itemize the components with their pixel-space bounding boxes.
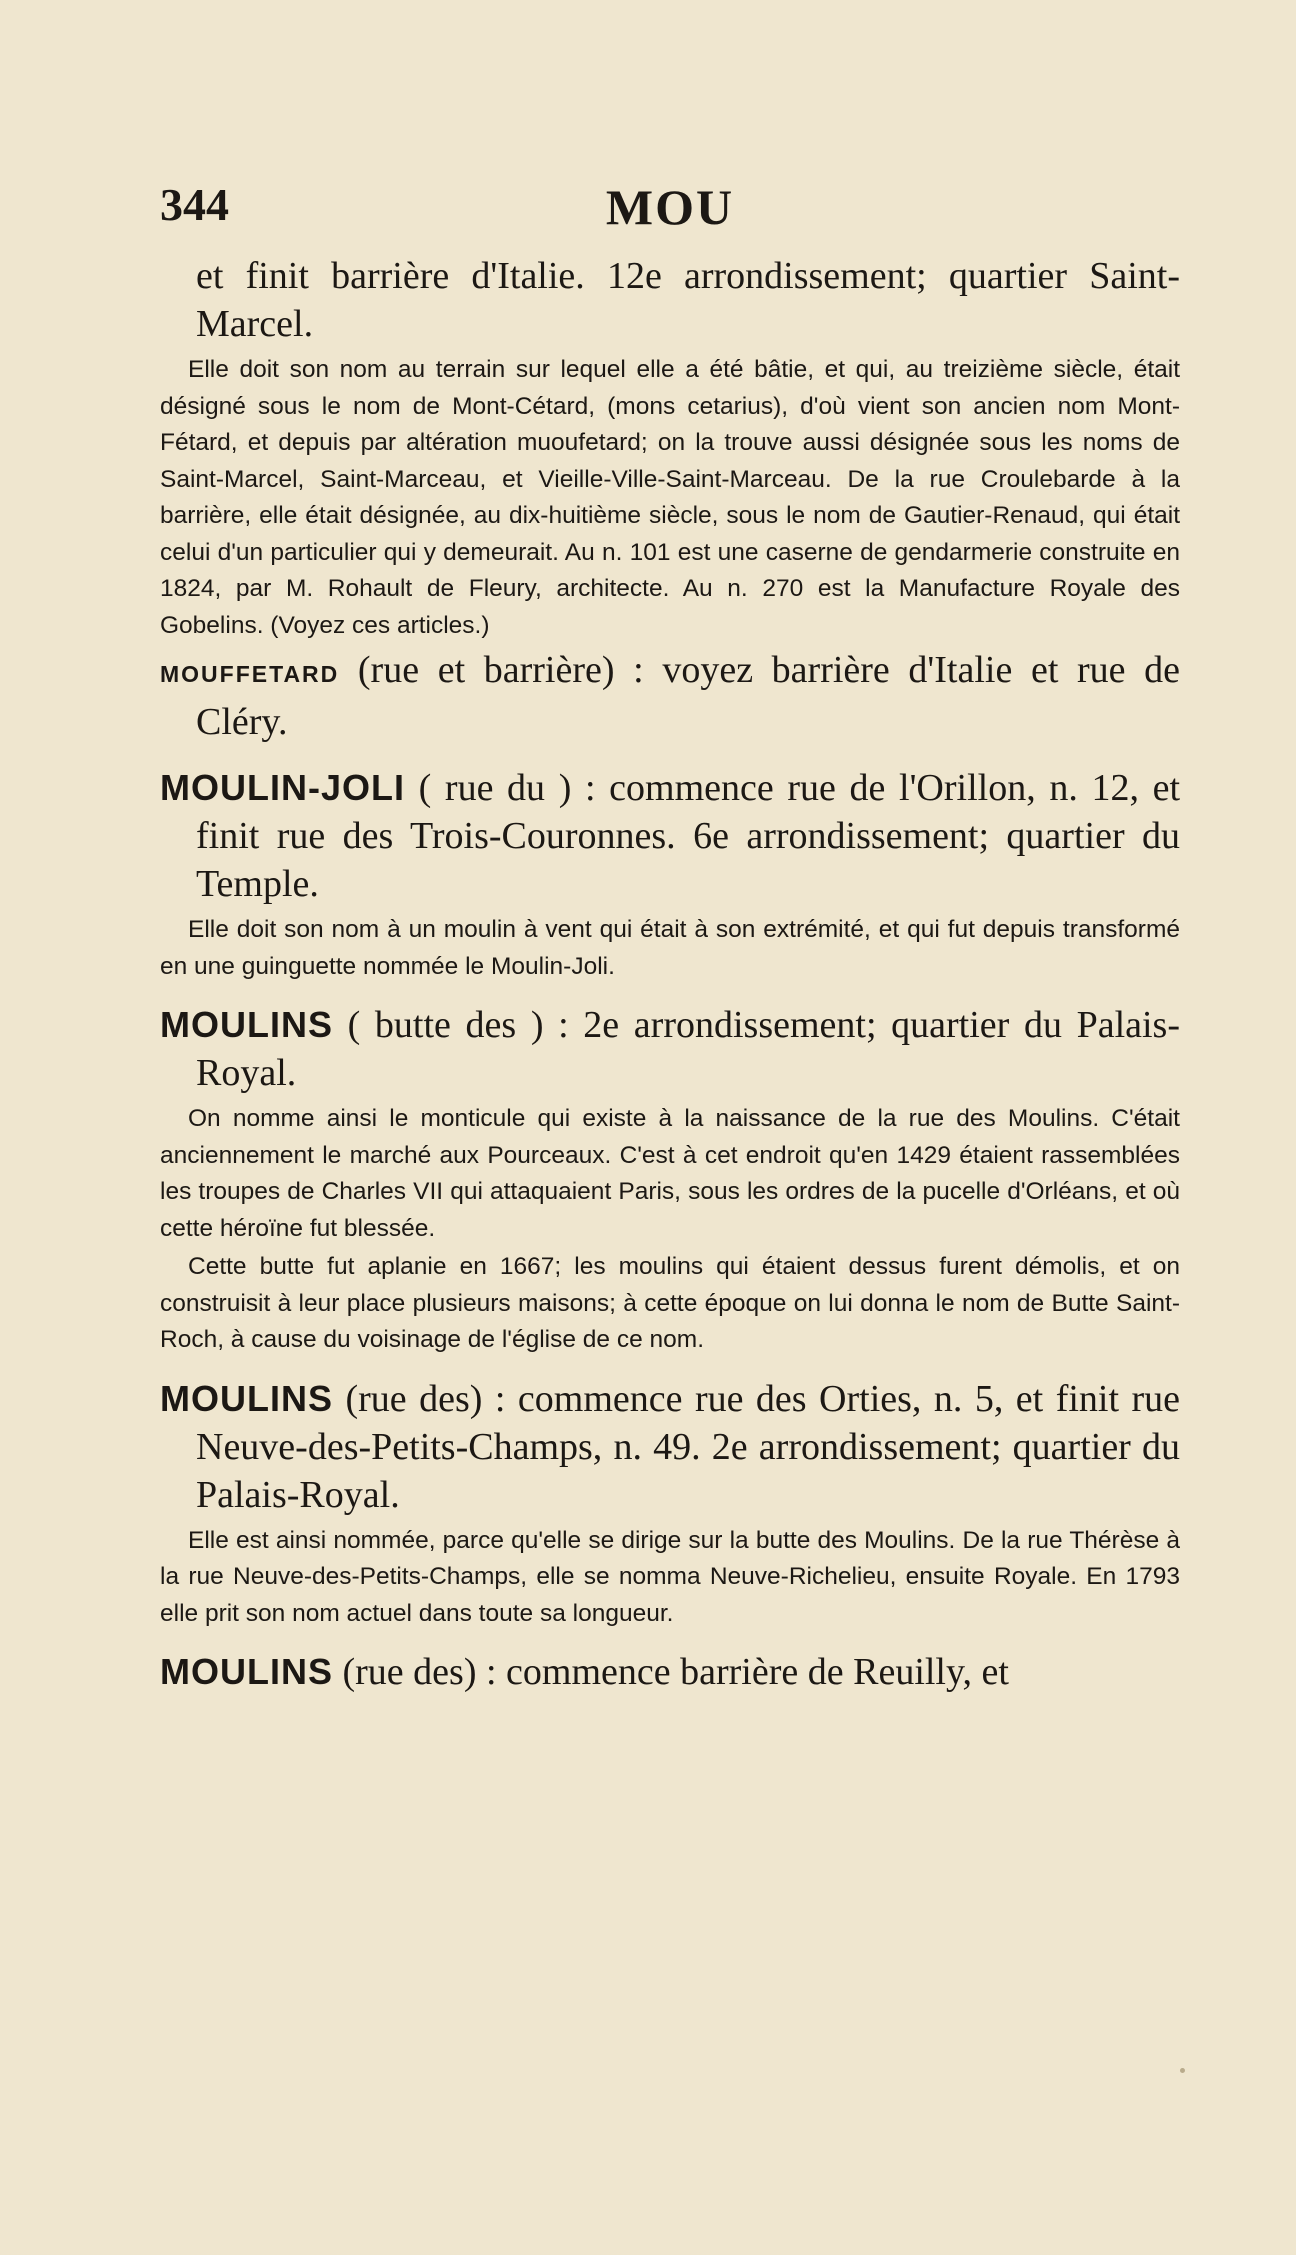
- entry-main-text: (rue des) : commence barrière de Reuilly, et: [342, 1651, 1009, 1693]
- entry-note: Elle est ainsi nommée, parce qu'elle se dirige sur la butte des Moulins. De la rue Thérèse à la rue Neuve-des-Petits-Champs, elle se nomma Neuve-Richelieu, ensuite Royale. En 1793 elle prit son nom actuel dans toute sa longueur.: [160, 1526, 1180, 1627]
- entry-main-text: et finit barrière d'Italie. 12e arrondissement; quartier Saint-Marcel.: [196, 255, 1180, 345]
- entry-note: Cette butte fut aplanie en 1667; les moulins qui étaient dessus furent démolis, et on construisit à leur place plusieurs maisons; à cette époque on lui donna le nom de Butte Saint-Roch, à cause du voisinage de l'église de ce nom.: [160, 1253, 1180, 1353]
- entry-main-text: (rue des) : commence rue des Orties, n. 5, et finit rue Neuve-des-Petits-Champs, n. 49. 2e arrondissement; quartier du Palais-Royal.: [196, 1377, 1181, 1516]
- paper-speck: [1180, 2068, 1185, 2073]
- entry-main: [160, 1648, 1180, 1696]
- entry-main: [160, 1375, 1180, 1519]
- entry-main: [160, 646, 1180, 746]
- entry-note: Elle doit son nom au terrain sur lequel elle a été bâtie, et qui, au treizième siècle, était désigné sous le nom de Mont-Cétard, (mons cetarius), d'où vient son ancien nom Mont-Fétard, et depuis par altération muoufetard; on la trouve aussi désignée sous les noms de Saint-Marcel, Saint-Marceau, et Vieille-Ville-Saint-Marceau. De la rue Croulebarde à la barrière, elle était désignée, au dix-huitième siècle, sous le nom de Gautier-Renaud, qui était celui d'un particulier qui y demeurait. Au n. 101 est une caserne de gendarmerie construite en 1824, par M. Rohault de Fleury, architecte. Au n. 270 est la Manufacture Royale des Gobelins. (Voyez ces articles.): [160, 356, 1180, 639]
- page-body: [160, 252, 1180, 1700]
- entry-headword: MOULINS: [160, 1651, 333, 1692]
- entry-moulins-rue: [160, 1375, 1180, 1633]
- entry-continuation: [160, 252, 1180, 644]
- entry-moulins-reuilly: [160, 1648, 1180, 1696]
- entry-moulin-joli: [160, 764, 1180, 985]
- entry-headword: MOULINS: [160, 1377, 333, 1419]
- running-head: MOU: [605, 179, 735, 235]
- entry-headword: MOUFFETARD: [160, 661, 340, 687]
- entry-mouffetard: [160, 646, 1180, 746]
- entry-headword: MOULIN-JOLI: [160, 767, 405, 808]
- entry-main-text: ( butte des ) : 2e arrondissement; quartier du Palais-Royal.: [196, 1004, 1180, 1094]
- entry-headword: MOULINS: [160, 1004, 333, 1045]
- entry-moulins-butte: [160, 1001, 1180, 1359]
- page-header: [160, 178, 1180, 238]
- entry-main-text: (rue et barrière) : voyez barrière d'Italie et rue de Cléry.: [196, 649, 1181, 743]
- entry-main: [160, 764, 1180, 908]
- entry-note: Elle doit son nom à un moulin à vent qui était à son extrémité, et qui fut depuis transformé en une guinguette nommée le Moulin-Joli.: [160, 916, 1180, 980]
- entry-main-text: ( rue du ) : commence rue de l'Orillon, n. 12, et finit rue des Trois-Couronnes. 6e arrondissement; quartier du Temple.: [196, 767, 1181, 905]
- entry-main: [160, 1001, 1180, 1097]
- page-number: 344: [160, 179, 229, 230]
- entry-note: On nomme ainsi le monticule qui existe à la naissance de la rue des Moulins. C'était anciennement le marché aux Pourceaux. C'est à cet endroit qu'en 1429 étaient rassemblées les troupes de Charles VII qui attaquaient Paris, sous les ordres de la pucelle d'Orléans, et où cette héroïne fut blessée.: [160, 1105, 1180, 1242]
